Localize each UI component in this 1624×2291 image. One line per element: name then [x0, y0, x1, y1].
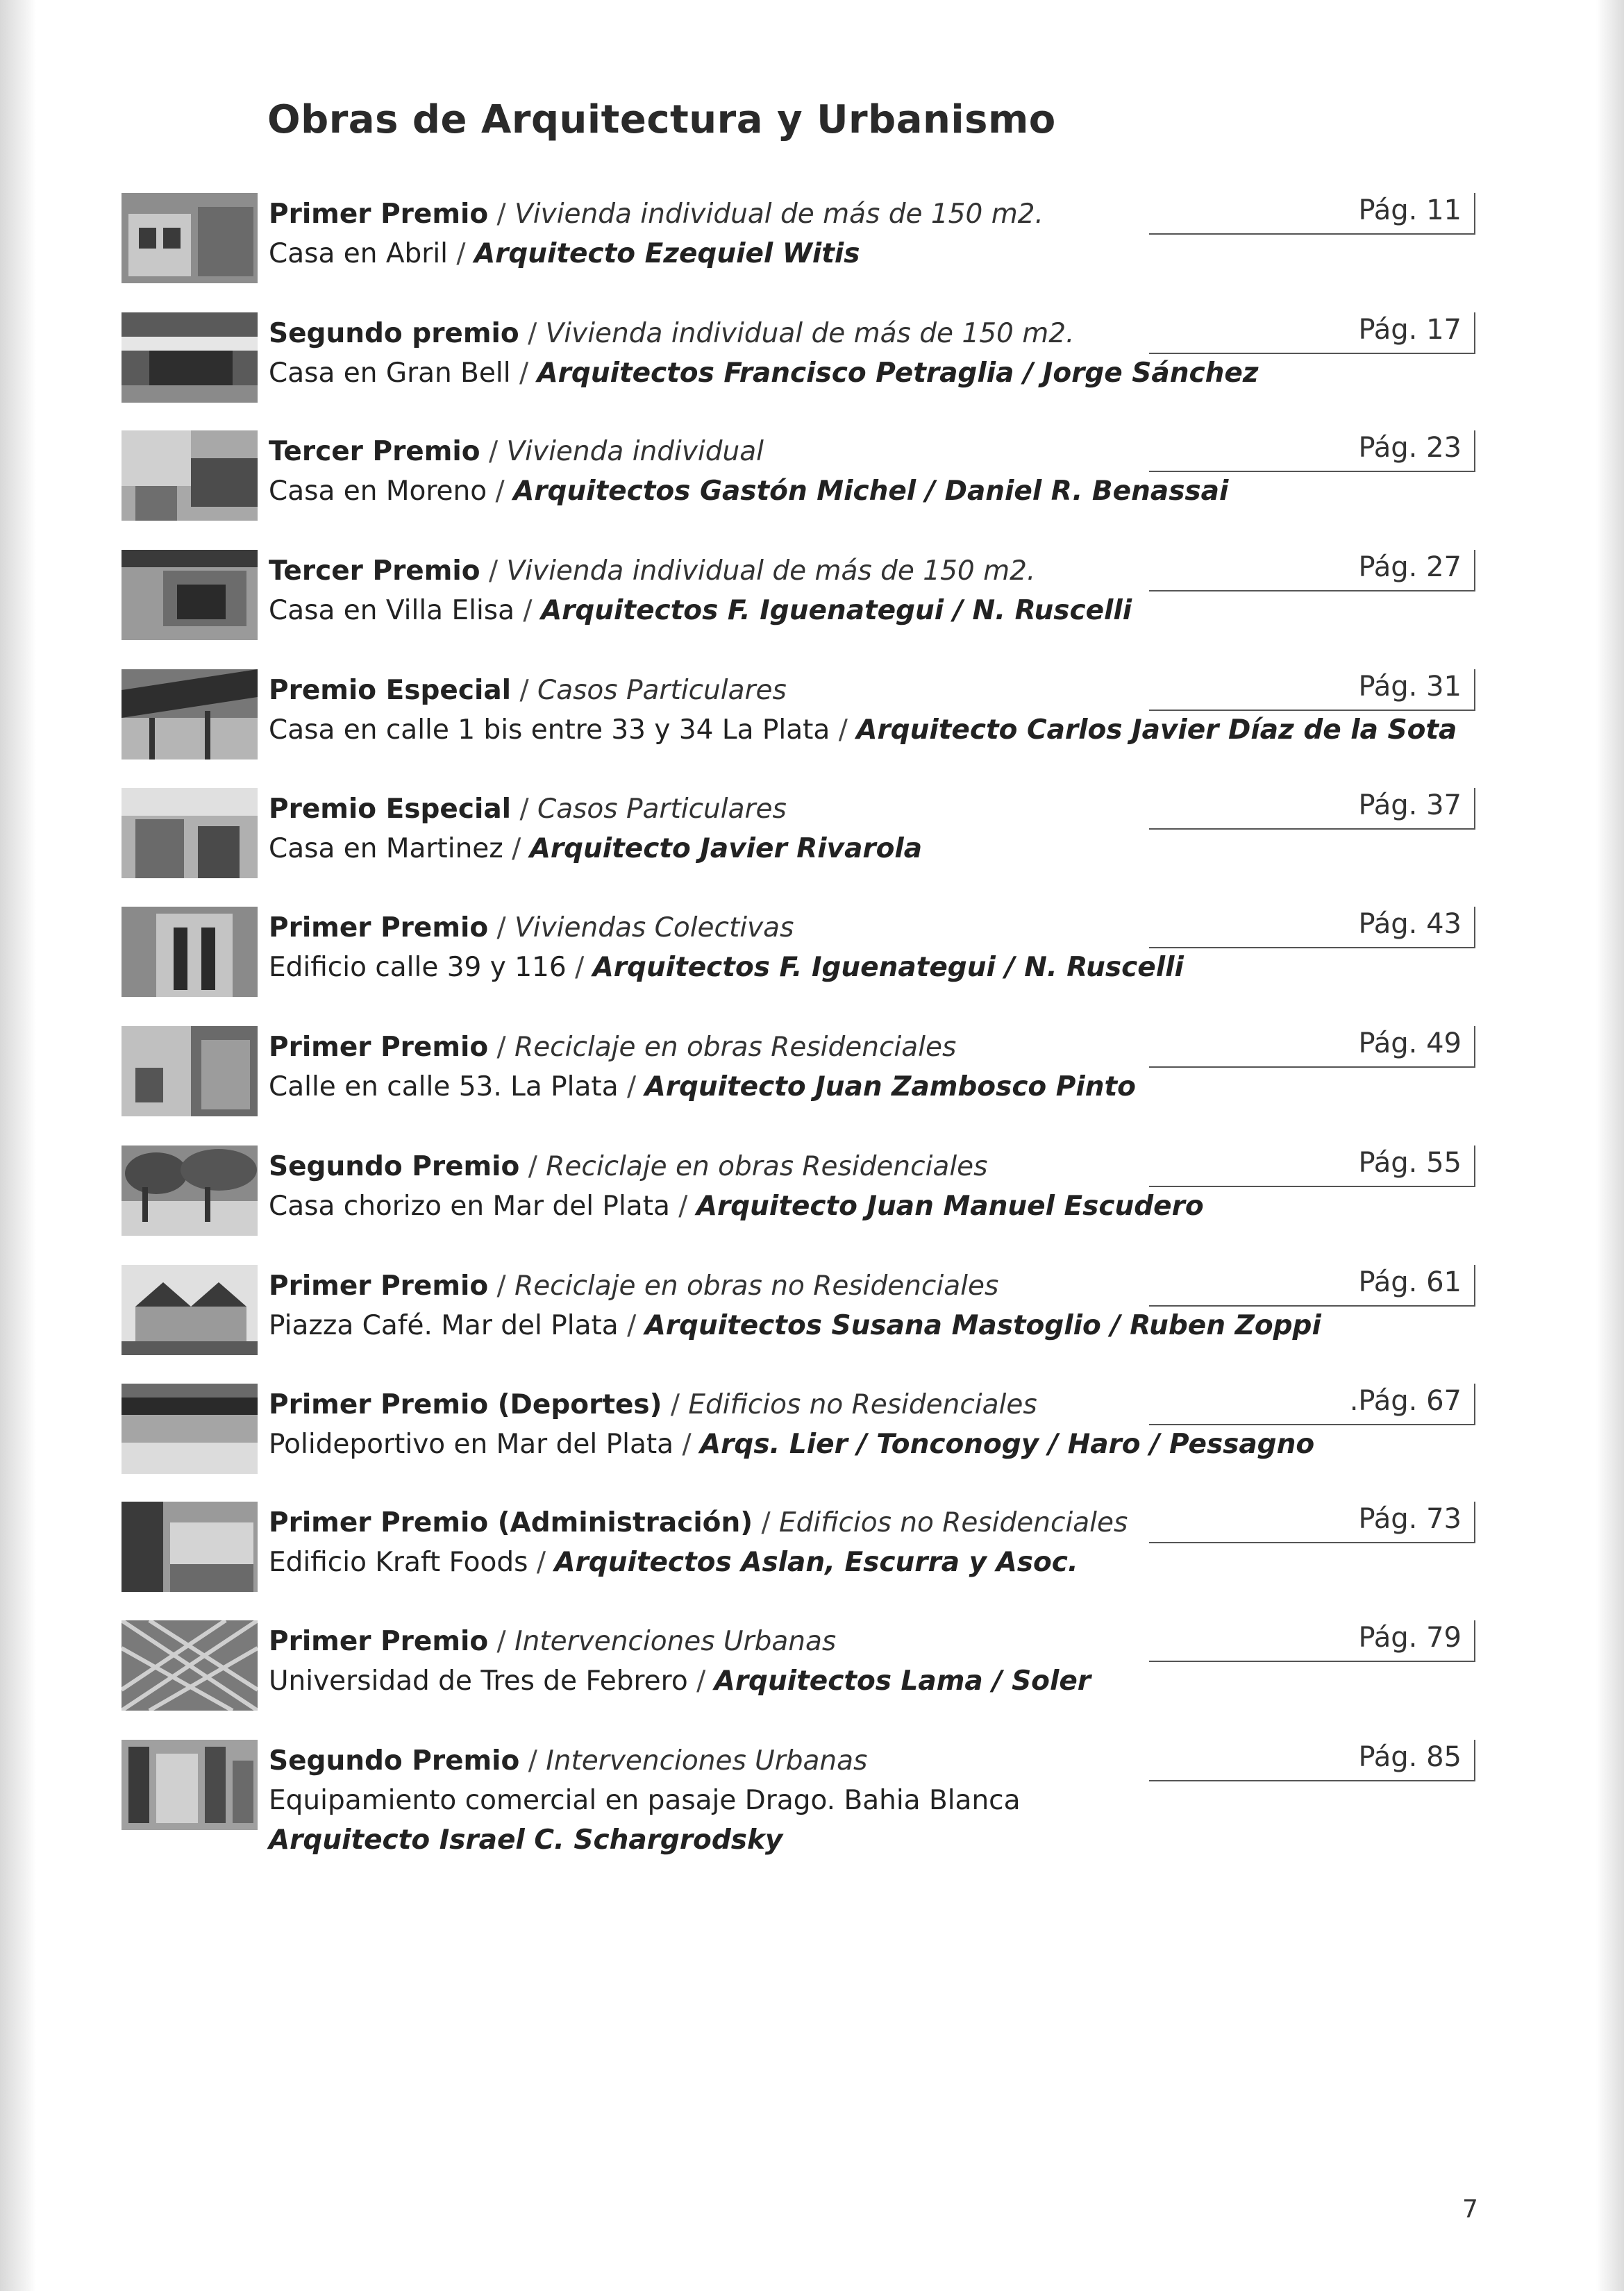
building-photo [122, 907, 258, 997]
page-reference-label: Pág. 55 [1358, 1147, 1462, 1179]
author-name: Arquitecto Juan Manuel Escudero [696, 1191, 1204, 1222]
page-reference-label: Pág. 31 [1358, 671, 1462, 703]
author-name: Arqs. Lier / Tonconogy / Haro / Pessagno [699, 1429, 1315, 1460]
separator: / [480, 436, 507, 467]
separator: / [488, 1626, 515, 1657]
page-reference-label: Pág. 37 [1358, 789, 1462, 821]
page-reference-label: Pág. 23 [1358, 432, 1462, 464]
roof-photo [122, 669, 258, 760]
separator: / [519, 1745, 546, 1777]
category-label: Vivienda individual de más de 150 m2. [545, 318, 1075, 349]
separator: / [618, 1071, 645, 1102]
award-label: Primer Premio [269, 199, 489, 230]
category-label: Intervenciones Urbanas [514, 1626, 837, 1657]
work-title: Calle en calle 53. La Plata [269, 1071, 619, 1102]
lattice-photo [122, 1620, 258, 1711]
entry-work-line [269, 234, 1338, 274]
separator: / [488, 912, 515, 943]
category-label: Viviendas Colectivas [514, 912, 794, 943]
separator: / [528, 1547, 555, 1578]
separator: / [566, 952, 593, 983]
contents-entry [122, 1384, 1496, 1481]
category-label: Reciclaje en obras no Residenciales [514, 1270, 999, 1302]
work-title: Edificio Kraft Foods [269, 1547, 528, 1578]
work-title: Edificio calle 39 y 116 [269, 952, 567, 983]
category-label: Reciclaje en obras Residenciales [546, 1151, 988, 1182]
page-reference [1149, 788, 1475, 830]
author-name: Arquitecto Ezequiel Witis [474, 238, 860, 269]
separator: / [448, 238, 474, 269]
category-label: Intervenciones Urbanas [546, 1745, 868, 1777]
page-reference [1149, 1620, 1475, 1662]
page-reference-label: Pág. 79 [1358, 1622, 1462, 1654]
page-reference-label: Pág. 17 [1358, 314, 1462, 346]
page-reference-label: Pág. 61 [1358, 1266, 1462, 1298]
work-title: Casa en Martinez [269, 833, 503, 864]
award-label: Premio Especial [269, 794, 512, 825]
category-label: Vivienda individual de más de 150 m2. [514, 199, 1044, 230]
entry-work-line [269, 353, 1338, 393]
page-edge-left [0, 0, 36, 2291]
separator: / [662, 1389, 689, 1420]
contents-entry [122, 907, 1496, 1004]
separator: / [488, 1270, 515, 1302]
contents-entry [122, 788, 1496, 885]
category-label: Edificios no Residenciales [688, 1389, 1037, 1420]
modern-house-photo [122, 312, 258, 403]
page-title: Obras de Arquitectura y Urbanismo [267, 97, 1056, 142]
author-name: Arquitectos Susana Mastoglio / Ruben Zoppi [644, 1310, 1321, 1341]
tudor-house-photo [122, 1265, 258, 1355]
contents-entry [122, 1265, 1496, 1362]
award-label: Primer Premio [269, 1032, 489, 1063]
entry-work-line [269, 710, 1457, 750]
separator: / [753, 1507, 780, 1538]
page-reference [1149, 1026, 1475, 1068]
entry-work-line [269, 948, 1338, 987]
contents-entry [122, 312, 1496, 410]
work-title: Universidad de Tres de Febrero [269, 1665, 688, 1697]
entry-work-line [269, 1306, 1338, 1345]
page-edge-right [1596, 0, 1624, 2291]
page-reference-label: Pág. 85 [1358, 1741, 1462, 1773]
page-reference [1149, 430, 1475, 472]
page-reference [1149, 907, 1475, 948]
category-label: Vivienda individual [506, 436, 764, 467]
work-title: Casa en Moreno [269, 476, 487, 507]
work-title: Equipamiento comercial en pasaje Drago. Bahia Blanca [269, 1785, 1021, 1816]
page-reference [1149, 1265, 1475, 1307]
stadium-photo [122, 1384, 258, 1474]
page-reference-label: Pág. 49 [1358, 1027, 1462, 1059]
award-label: Primer Premio (Deportes) [269, 1389, 662, 1420]
contents-entry [122, 1502, 1496, 1599]
author-name: Arquitectos Gastón Michel / Daniel R. Benassai [513, 476, 1229, 507]
contents-entry [122, 550, 1496, 647]
entry-work-line [269, 1425, 1338, 1464]
entry-work-line [269, 1543, 1338, 1582]
house-photo [122, 193, 258, 283]
page-reference [1149, 1502, 1475, 1543]
author-name: Arquitecto Javier Rivarola [529, 833, 923, 864]
entry-work-line [269, 1186, 1338, 1226]
separator: / [488, 1032, 515, 1063]
award-label: Primer Premio [269, 1270, 489, 1302]
separator: / [503, 833, 530, 864]
house-photo [122, 788, 258, 878]
contents-entry [122, 1620, 1496, 1718]
category-label: Edificios no Residenciales [779, 1507, 1128, 1538]
award-label: Primer Premio (Administración) [269, 1507, 753, 1538]
work-title: Piazza Café. Mar del Plata [269, 1310, 619, 1341]
separator: / [673, 1429, 700, 1460]
page-reference [1149, 669, 1475, 711]
page-reference [1149, 312, 1475, 354]
work-title: Polideportivo en Mar del Plata [269, 1429, 674, 1460]
author-name: Arquitectos Lama / Soler [714, 1665, 1091, 1697]
award-label: Tercer Premio [269, 436, 480, 467]
category-label: Vivienda individual de más de 150 m2. [506, 555, 1036, 587]
separator: / [511, 675, 537, 706]
entry-work-line [269, 1781, 1338, 1820]
contents-entry [122, 1146, 1496, 1243]
contents-entry [122, 430, 1496, 528]
work-title: Casa en Gran Bell [269, 358, 511, 389]
page-number: 7 [1462, 2195, 1478, 2224]
author-name: Arquitectos Francisco Petraglia / Jorge Sánchez [537, 358, 1259, 389]
author-name: Arquitecto Juan Zambosco Pinto [644, 1071, 1136, 1102]
separator: / [519, 1151, 546, 1182]
award-label: Tercer Premio [269, 555, 480, 587]
trees-photo [122, 1146, 258, 1236]
separator: / [514, 595, 541, 626]
award-label: Segundo premio [269, 318, 519, 349]
separator: / [510, 358, 537, 389]
passage-photo [122, 1740, 258, 1830]
page-reference-label: Pág. 27 [1358, 551, 1462, 583]
work-title: Casa en calle 1 bis entre 33 y 34 La Plata [269, 714, 830, 746]
separator: / [487, 476, 514, 507]
separator: / [519, 318, 546, 349]
page-reference [1149, 1146, 1475, 1187]
page-reference-label: .Pág. 67 [1349, 1385, 1462, 1417]
page-reference [1149, 193, 1475, 235]
category-label: Reciclaje en obras Residenciales [514, 1032, 957, 1063]
author-name: Arquitecto Israel C. Schargrodsky [269, 1824, 783, 1856]
house-photo [122, 430, 258, 521]
page-reference [1149, 550, 1475, 591]
office-photo [122, 1502, 258, 1592]
contents-entry [122, 1740, 1496, 1856]
page-reference-label: Pág. 43 [1358, 908, 1462, 940]
award-label: Segundo Premio [269, 1745, 520, 1777]
category-label: Casos Particulares [537, 794, 787, 825]
contents-entry [122, 193, 1496, 290]
entry-work-line [269, 1661, 1338, 1701]
page-reference [1149, 1740, 1475, 1781]
separator: / [488, 199, 515, 230]
page-reference-label: Pág. 11 [1358, 194, 1462, 226]
work-title: Casa en Abril [269, 238, 448, 269]
contents-entry [122, 669, 1496, 766]
separator: / [669, 1191, 696, 1222]
entry-work-line [269, 591, 1338, 630]
separator: / [618, 1310, 645, 1341]
entry-work-line [269, 1067, 1338, 1107]
work-title: Casa chorizo en Mar del Plata [269, 1191, 670, 1222]
separator: / [511, 794, 537, 825]
separator: / [480, 555, 507, 587]
author-name: Arquitectos F. Iguenategui / N. Ruscelli [592, 952, 1184, 983]
award-label: Primer Premio [269, 912, 489, 943]
work-title: Casa en Villa Elisa [269, 595, 515, 626]
award-label: Primer Premio [269, 1626, 489, 1657]
award-label: Premio Especial [269, 675, 512, 706]
separator: / [687, 1665, 714, 1697]
award-label: Segundo Premio [269, 1151, 520, 1182]
page-reference [1149, 1384, 1475, 1425]
category-label: Casos Particulares [537, 675, 787, 706]
entry-work-line [269, 829, 1338, 868]
page-reference-label: Pág. 73 [1358, 1503, 1462, 1535]
separator: / [830, 714, 857, 746]
author-name: Arquitectos Aslan, Escurra y Asoc. [554, 1547, 1078, 1578]
contents-entry [122, 1026, 1496, 1123]
author-name: Arquitecto Carlos Javier Díaz de la Sota [856, 714, 1457, 746]
author-name: Arquitectos F. Iguenategui / N. Ruscelli [540, 595, 1132, 626]
entry-work-line [269, 471, 1338, 511]
facade-photo [122, 1026, 258, 1116]
brick-house-photo [122, 550, 258, 640]
